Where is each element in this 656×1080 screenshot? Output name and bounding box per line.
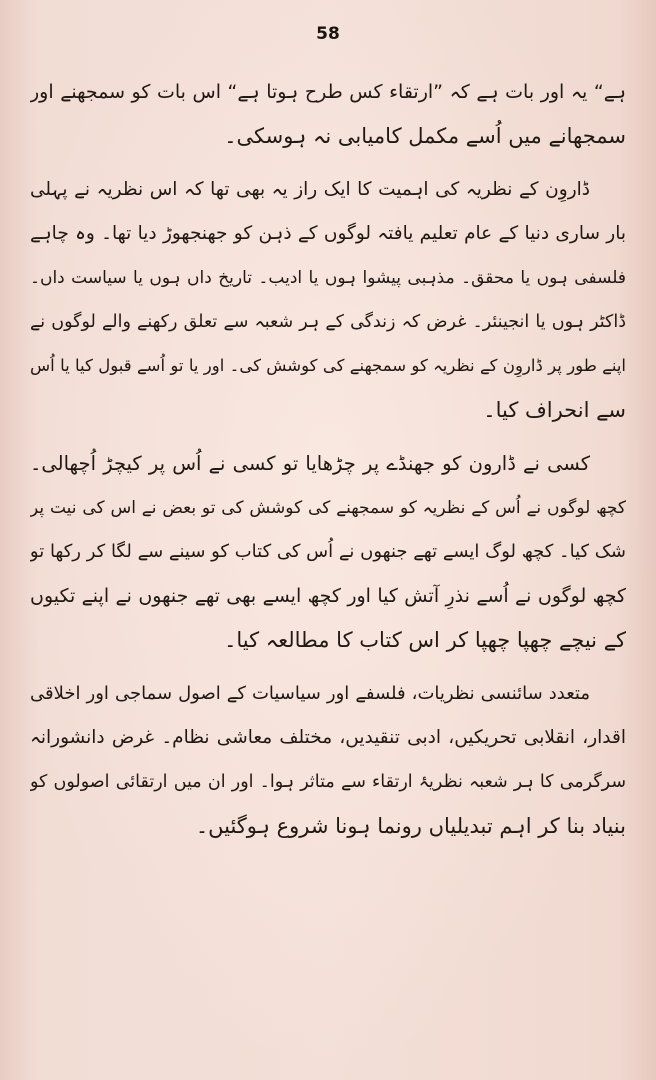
paragraph-2: [30, 168, 626, 432]
text-line: اقدار، انقلابی تحریکیں، ادبی تنقیدیں، مختلف معاشی نظام۔ غرض دانشورانہ: [30, 727, 626, 748]
text-line: ہے“ یہ اور بات ہے کہ ”ارتقاء کس طرح ہوتا ہے“ اس بات کو سمجھنے اور: [30, 81, 626, 103]
text-line: سرگرمی کا ہر شعبہ نظریۂ ارتقاء سے متاثر ہوا۔ اور ان میں ارتقائی اصولوں کو: [30, 772, 626, 792]
text-line: اپنے طور پر ڈاروِن کے نظریہ کو سمجھنے کی کوشش کی۔ اور یا تو اُسے قبول کیا یا اُس: [30, 356, 626, 375]
text-line: شک کیا۔ کچھ لوگ ایسے تھے جنھوں نے اُس کی کتاب کو سینے سے لگا کر رکھا تو: [30, 541, 626, 562]
text-line: سے انحراف کیا۔: [483, 398, 626, 422]
text-line: سمجھانے میں اُسے مکمل کامیابی نہ ہوسکی۔: [224, 124, 626, 148]
text-line: ڈاروِن کے نظریہ کی اہمیت کا ایک راز یہ بھی تھا کہ اس نظریہ نے پہلی: [30, 179, 590, 200]
text-line: کسی نے ڈارون کو جھنڈے پر چڑھایا تو کسی نے اُس پر کیچڑ اُچھالی۔: [30, 452, 590, 475]
text-line: بار ساری دنیا کے عام تعلیم یافتہ لوگوں کے ذہن کو جھنجھوڑ دیا تھا۔ وہ چاہے: [30, 223, 626, 244]
text-line: کچھ لوگوں نے اُسے نذرِ آتش کیا اور کچھ ایسے بھی تھے جنھوں نے اپنے تکیوں: [30, 585, 626, 607]
text-line: متعدد سائنسی نظریات، فلسفے اور سیاسیات کے اصول سماجی اور اخلاقی: [30, 683, 590, 704]
paragraph-1: [30, 70, 626, 158]
body-text: [30, 70, 626, 848]
page-number: 58: [316, 24, 340, 44]
text-line: فلسفی ہوں یا محقق۔ مذہبی پیشوا ہوں یا ادیب۔ تاریخ داں ہوں یا سیاست داں۔: [30, 268, 626, 288]
text-line: کچھ لوگوں نے اُس کے نظریہ کو سمجھنے کی کوشش کی تو بعض نے اس کی نیت پر: [30, 498, 626, 518]
text-line: بنیاد بنا کر اہم تبدیلیاں رونما ہونا شروع ہوگئیں۔: [195, 814, 626, 838]
paragraph-4: [30, 672, 626, 848]
text-line: ڈاکٹر ہوں یا انجینئر۔ غرض کہ زندگی کے ہر شعبہ سے تعلق رکھنے والے لوگوں نے: [30, 312, 626, 332]
paragraph-3: [30, 442, 626, 662]
text-line: کے نیچے چھپا چھپا کر اس کتاب کا مطالعہ کیا۔: [224, 628, 626, 652]
